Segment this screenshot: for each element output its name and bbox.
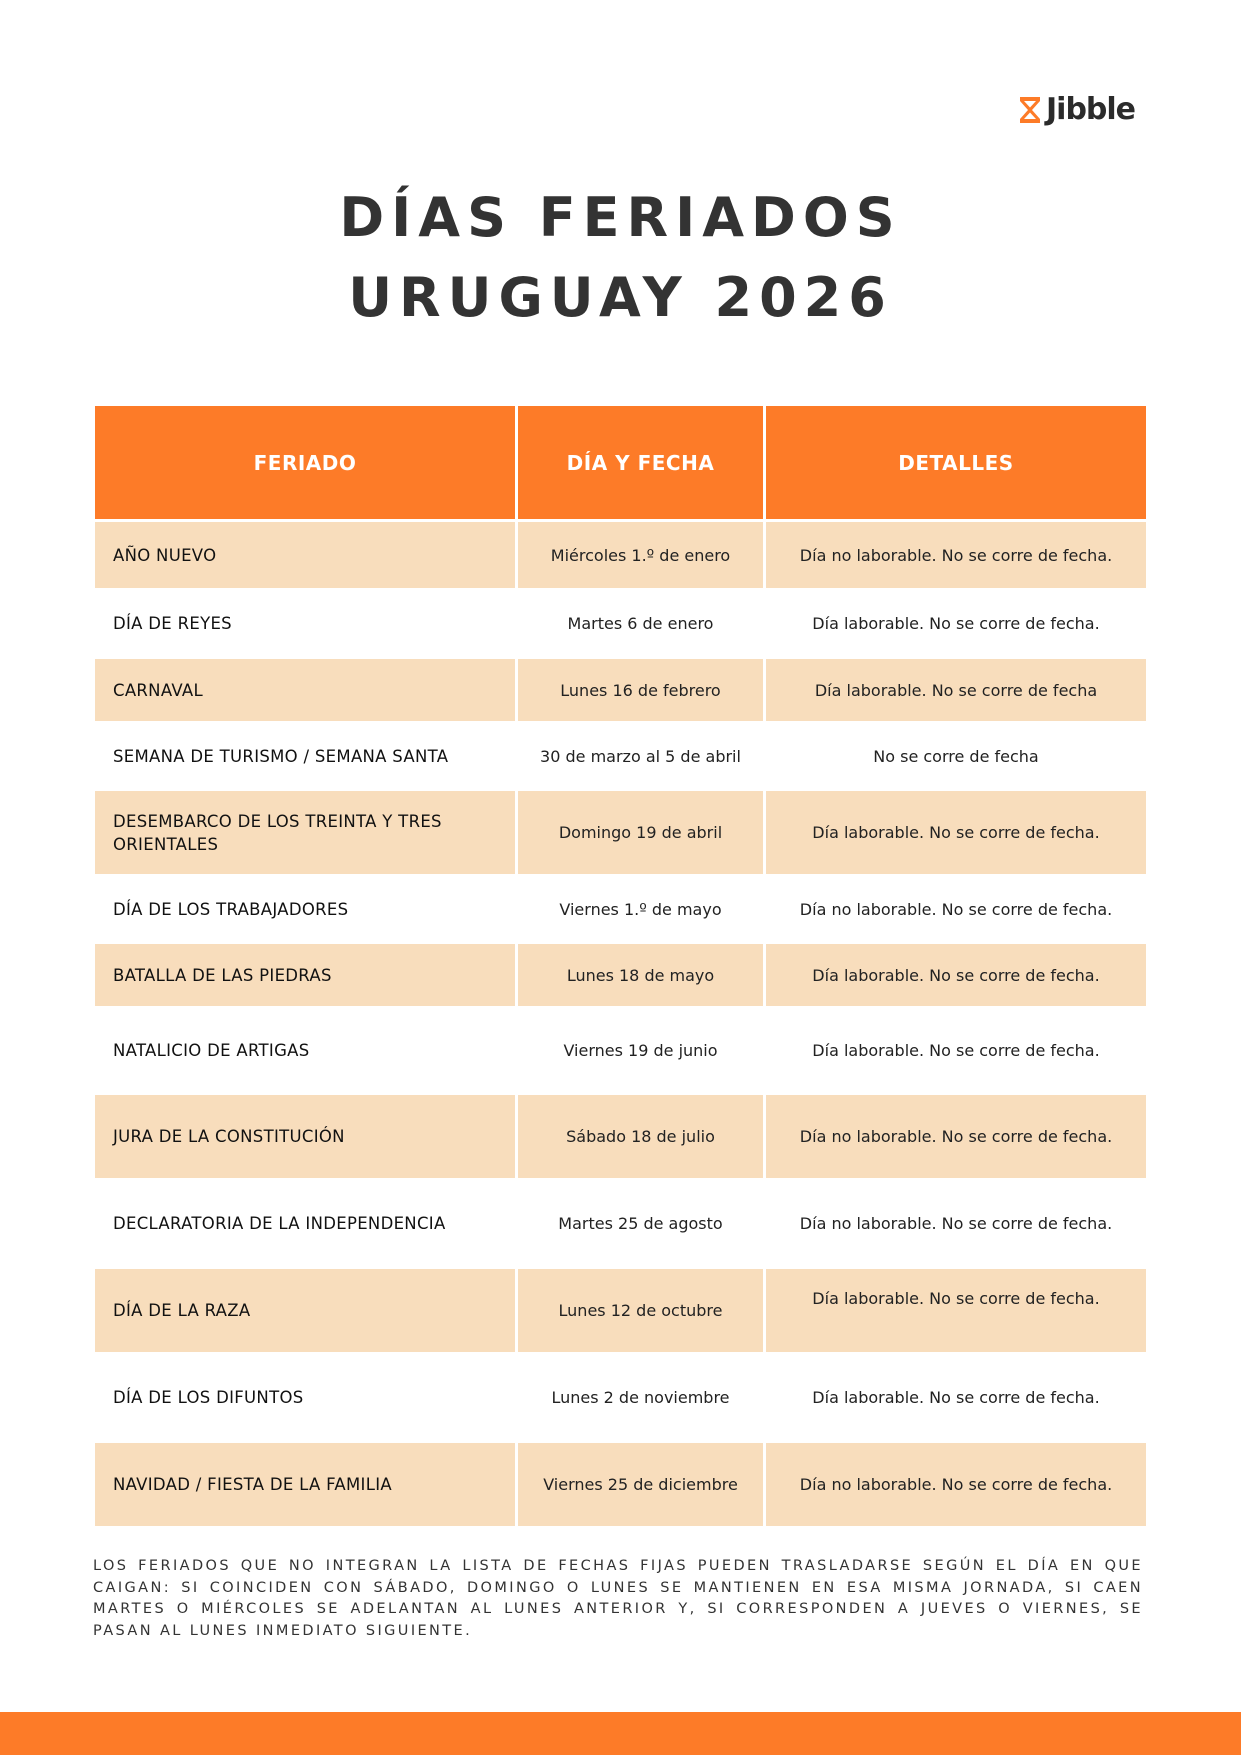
table-header-row	[95, 406, 1146, 522]
holiday-detail: Día laborable. No se corre de fecha.	[766, 944, 1146, 1008]
holiday-detail: Día laborable. No se corre de fecha.	[766, 1008, 1146, 1095]
footnote: LOS FERIADOS QUE NO INTEGRAN LA LISTA DE FECHAS FIJAS PUEDEN TRASLADARSE SEGÚN EL DÍA EN QUE CAIGAN: SI COINCIDEN CON SÁBADO, DOMINGO O LUNES SE MANTIENEN EN ESA MISMA JORNADA, SI CAEN MARTES O MIÉRCOLES SE ADELANTAN AL LUNES ANTERIOR Y, SI CORRESPONDEN A JUEVES O VIERNES, SE PASAN AL LUNES INMEDIATO SIGUIENTE.	[93, 1558, 1143, 1639]
holiday-name: DÍA DE LOS DIFUNTOS	[95, 1354, 518, 1443]
holiday-date: Viernes 1.º de mayo	[518, 876, 766, 944]
holiday-detail: Día laborable. No se corre de fecha.	[766, 590, 1146, 659]
table-row	[95, 1095, 1146, 1180]
holiday-detail: Día laborable. No se corre de fecha.	[766, 1354, 1146, 1443]
holidays-table	[95, 406, 1146, 1528]
holiday-name: DÍA DE LA RAZA	[95, 1269, 518, 1354]
holiday-name: JURA DE LA CONSTITUCIÓN	[95, 1095, 518, 1180]
table-row	[95, 1269, 1146, 1354]
holiday-name: NATALICIO DE ARTIGAS	[95, 1008, 518, 1095]
holiday-detail: Día no laborable. No se corre de fecha.	[766, 1180, 1146, 1269]
holiday-date: Viernes 25 de diciembre	[518, 1443, 766, 1528]
holiday-date: Viernes 19 de junio	[518, 1008, 766, 1095]
holiday-detail: Día no laborable. No se corre de fecha.	[766, 876, 1146, 944]
holiday-date: 30 de marzo al 5 de abril	[518, 723, 766, 791]
holiday-name: SEMANA DE TURISMO / SEMANA SANTA	[95, 723, 518, 791]
table-row	[95, 1354, 1146, 1443]
holiday-date: Domingo 19 de abril	[518, 791, 766, 876]
holiday-date: Lunes 12 de octubre	[518, 1269, 766, 1354]
table-row	[95, 1180, 1146, 1269]
header-detalles: DETALLES	[766, 406, 1146, 522]
holiday-name: AÑO NUEVO	[95, 522, 518, 590]
holiday-detail: Día no laborable. No se corre de fecha.	[766, 1443, 1146, 1528]
table-row	[95, 876, 1146, 944]
table-row	[95, 944, 1146, 1008]
holiday-detail: Día no laborable. No se corre de fecha.	[766, 522, 1146, 590]
table-row	[95, 659, 1146, 723]
holiday-name: DECLARATORIA DE LA INDEPENDENCIA	[95, 1180, 518, 1269]
holiday-date: Lunes 18 de mayo	[518, 944, 766, 1008]
holiday-name: BATALLA DE LAS PIEDRAS	[95, 944, 518, 1008]
header-dia-y-fecha: DÍA Y FECHA	[518, 406, 766, 522]
holiday-name: DÍA DE LOS TRABAJADORES	[95, 876, 518, 944]
holiday-detail: No se corre de fecha	[766, 723, 1146, 791]
holiday-name: DESEMBARCO DE LOS TREINTA Y TRES ORIENTALES	[95, 791, 518, 876]
holiday-date: Martes 6 de enero	[518, 590, 766, 659]
holiday-date: Lunes 16 de febrero	[518, 659, 766, 723]
holiday-name: NAVIDAD / FIESTA DE LA FAMILIA	[95, 1443, 518, 1528]
hourglass-icon	[1018, 95, 1042, 125]
holiday-detail: Día no laborable. No se corre de fecha.	[766, 1095, 1146, 1180]
holiday-name: CARNAVAL	[95, 659, 518, 723]
holiday-date: Miércoles 1.º de enero	[518, 522, 766, 590]
holiday-detail: Día laborable. No se corre de fecha	[766, 659, 1146, 723]
table-row	[95, 1008, 1146, 1095]
holiday-name: DÍA DE REYES	[95, 590, 518, 659]
holiday-date: Lunes 2 de noviembre	[518, 1354, 766, 1443]
table-row	[95, 1443, 1146, 1528]
table-row	[95, 522, 1146, 590]
table-row	[95, 590, 1146, 659]
brand-logo	[1018, 92, 1135, 128]
page-title-line-2: URUGUAY 2026	[348, 266, 893, 329]
brand-name: Jibble	[1046, 92, 1136, 127]
page-title-line-1: DÍAS FERIADOS	[339, 186, 902, 249]
holiday-date: Martes 25 de agosto	[518, 1180, 766, 1269]
holiday-detail: Día laborable. No se corre de fecha.	[766, 1269, 1146, 1354]
footer-bar	[0, 1712, 1241, 1755]
holiday-detail: Día laborable. No se corre de fecha.	[766, 791, 1146, 876]
table-row	[95, 791, 1146, 876]
holiday-date: Sábado 18 de julio	[518, 1095, 766, 1180]
header-feriado: FERIADO	[95, 406, 518, 522]
table-row	[95, 723, 1146, 791]
